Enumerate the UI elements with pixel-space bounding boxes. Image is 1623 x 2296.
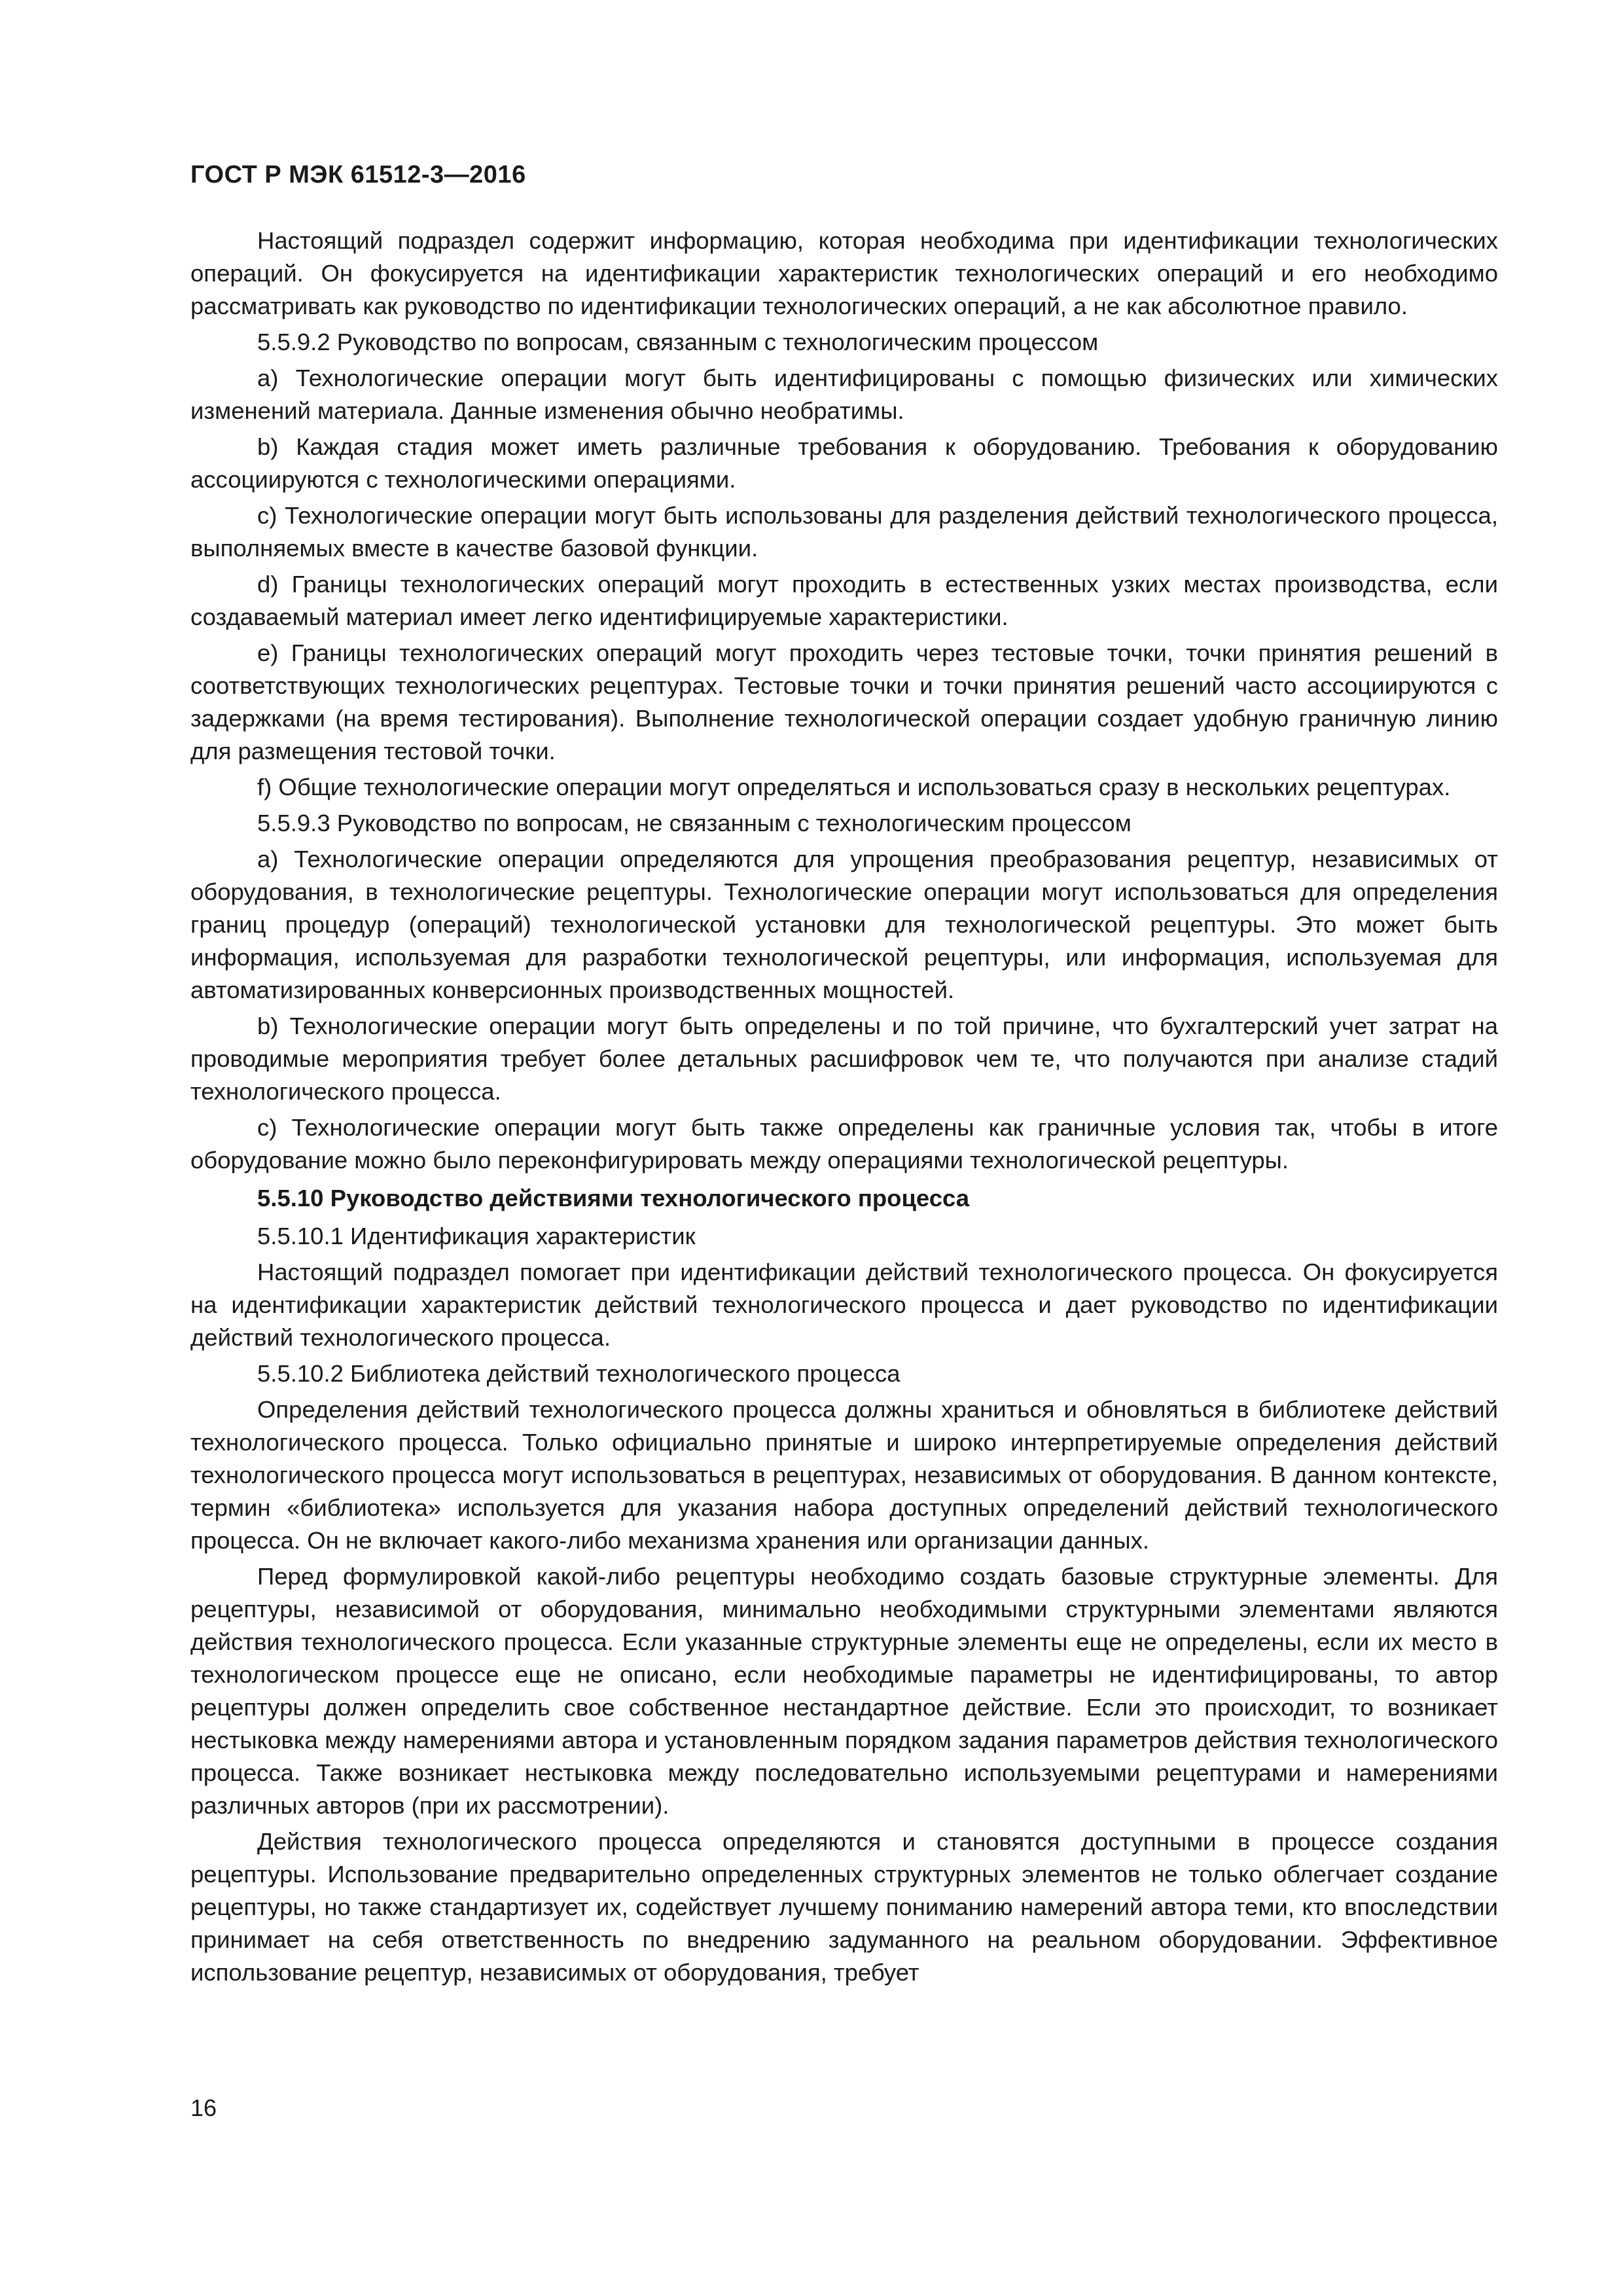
page-number: 16 bbox=[190, 2094, 217, 2121]
library-paragraph-1: Определения действий технологического процесса должны храниться и обновляться в библиотеке действий технологического процесса. Только официально принятые и широко интерпретируемые определения действий технологического процесса могут использоваться в рецептурах, независимых от оборудования. В данном контексте, термин «библиотека» используется для указания набора доступных определений действий технологического процесса. Он не включает какого-либо механизма хранения или организации данных. bbox=[190, 1396, 1498, 1554]
clause-5-5-9-2-title: 5.5.9.2 Руководство по вопросам, связанным с технологическим процессом bbox=[257, 329, 1099, 355]
clause-5-5-10-1-title: 5.5.10.1 Идентификация характеристик bbox=[257, 1223, 696, 1249]
clause-5-5-9-3-title: 5.5.9.3 Руководство по вопросам, не связанным с технологическим процессом bbox=[257, 810, 1132, 836]
list-item-c-2: c) Технологические операции могут быть также определены как граничные условия так, чтобы в итоге оборудование можно было переконфигурировать между операциями технологической рецептуры. bbox=[190, 1114, 1498, 1174]
list-item-b: b) Каждая стадия может иметь различные требования к оборудованию. Требования к оборудованию ассоциируются с технологическими операциями. bbox=[190, 433, 1498, 493]
library-paragraph-2: Перед формулировкой какой-либо рецептуры необходимо создать базовые структурные элементы. Для рецептуры, независимой от оборудования, минимально необходимыми структурными элементами являются действия технологического процесса. Если указанные структурные элементы еще не определены, если их место в технологическом процессе еще не описано, если необходимые параметры не идентифицированы, то автор рецептуры должен определить свое собственное нестандартное действие. Если это происходит, то возникает нестыковка между намерениями автора и установленным порядком задания параметров действия технологического процесса. Также возникает нестыковка между последовательно используемыми рецептурами и намерениями различных авторов (при их рассмотрении). bbox=[190, 1563, 1498, 1819]
list-item-a: a) Технологические операции могут быть идентифицированы с помощью физических или химических изменений материала. Данные изменения обычно необратимы. bbox=[190, 365, 1498, 424]
list-item-e: e) Границы технологических операций могут проходить через тестовые точки, точки принятия решений в соответствующих технологических рецептурах. Тестовые точки и точки принятия решений часто ассоциируются с задержками (на время тестирования). Выполнение технологической операции создает удобную граничную линию для размещения тестовой точки. bbox=[190, 639, 1498, 764]
library-paragraph-3: Действия технологического процесса определяются и становятся доступными в процессе создания рецептуры. Использование предварительно определенных структурных элементов не только облегчает создание рецептуры, но также стандартизует их, содействует лучшему пониманию намерений автора теми, кто впоследствии принимает на себя ответственность по внедрению задуманного на реальном оборудовании. Эффективное использование рецептур, независимых от оборудования, требует bbox=[190, 1828, 1498, 1986]
list-item-d: d) Границы технологических операций могут проходить в естественных узких местах производства, если создаваемый материал имеет легко идентифицируемые характеристики. bbox=[190, 571, 1498, 630]
intro-paragraph: Настоящий подраздел содержит информацию, которая необходима при идентификации технологических операций. Он фокусируется на идентификации характеристик технологических операций и его необходимо рассматривать как руководство по идентификации технологических операций, а не как абсолютное правило. bbox=[190, 227, 1498, 319]
section-5-5-10-heading: 5.5.10 Руководство действиями технологического процесса bbox=[257, 1185, 970, 1211]
page-body bbox=[190, 224, 1498, 1992]
standard-id-header: ГОСТ Р МЭК 61512-3—2016 bbox=[190, 161, 526, 188]
list-item-c: c) Технологические операции могут быть использованы для разделения действий технологического процесса, выполняемых вместе в качестве базовой функции. bbox=[190, 502, 1498, 562]
list-item-a-2: a) Технологические операции определяются для упрощения преобразования рецептур, независимых от оборудования, в технологические рецептуры. Технологические операции могут использоваться для определения границ процедур (операций) технологической установки для технологической рецептуры. Это может быть информация, используемая для разработки технологической рецептуры, или информация, используемая для автоматизированных конверсионных производственных мощностей. bbox=[190, 846, 1498, 1003]
clause-5-5-10-1-text: Настоящий подраздел помогает при идентификации действий технологического процесса. Он фокусируется на идентификации характеристик действий технологического процесса и дает руководство по идентификации действий технологического процесса. bbox=[190, 1259, 1498, 1351]
list-item-b-2: b) Технологические операции могут быть определены и по той причине, что бухгалтерский учет затрат на проводимые мероприятия требует более детальных расшифровок чем те, что получаются при анализе стадий технологического процесса. bbox=[190, 1013, 1498, 1105]
clause-5-5-10-2-title: 5.5.10.2 Библиотека действий технологического процесса bbox=[257, 1360, 901, 1387]
list-item-f: f) Общие технологические операции могут определяться и использоваться сразу в нескольких рецептурах. bbox=[257, 774, 1451, 800]
